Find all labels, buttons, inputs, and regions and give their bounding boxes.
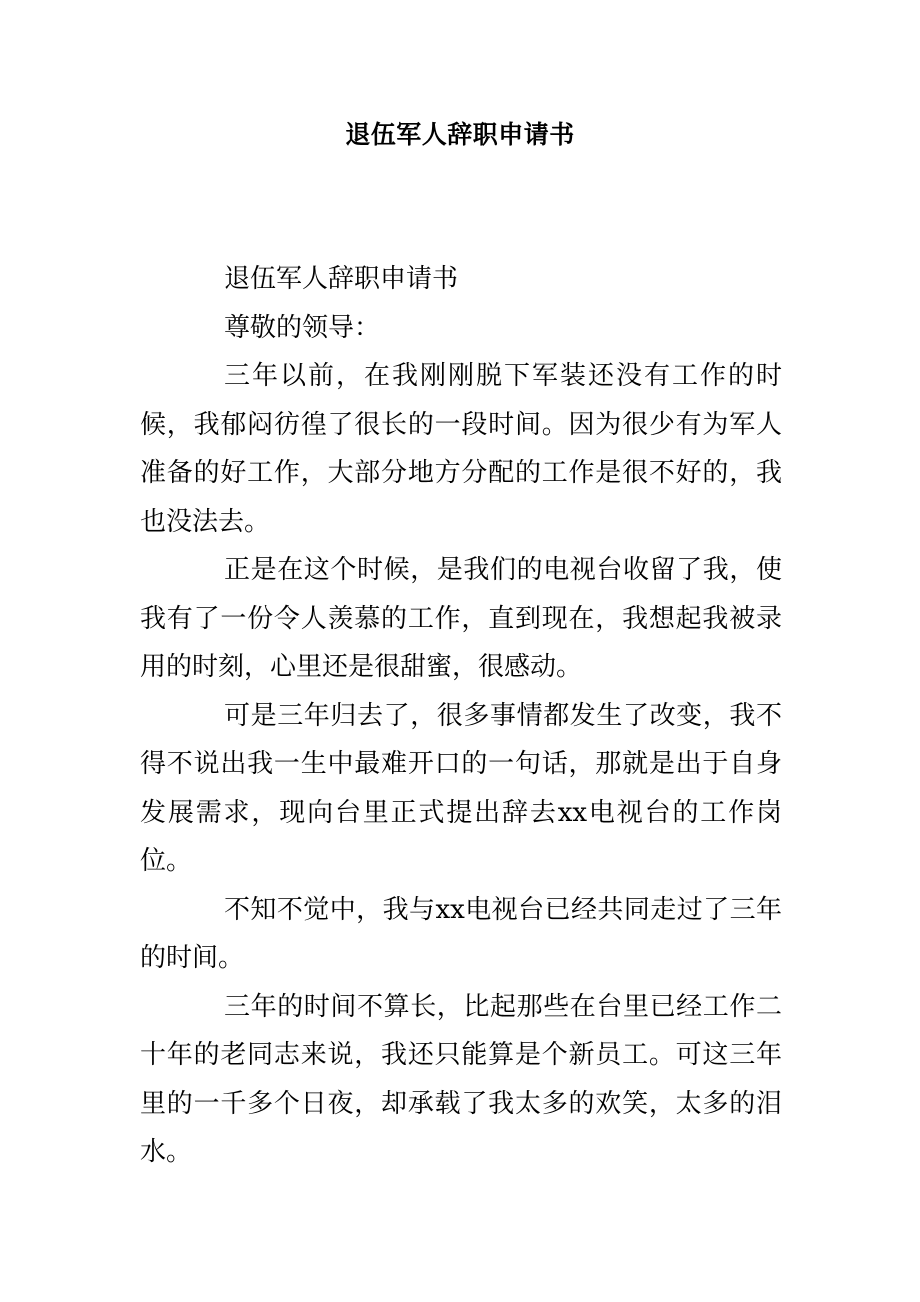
paragraph-heading: 退伍军人辞职申请书 (224, 264, 459, 294)
document-body (140, 255, 782, 1177)
paragraph: 可是三年归去了，很多事情都发生了改变，我不得不说出我一生中最难开口的一句话，那就是出于自身发展需求，现向台里正式提出辞去xx电视台的工作岗位。 (140, 700, 782, 876)
paragraph-salutation: 尊敬的领导： (224, 312, 381, 343)
paragraph: 三年以前，在我刚刚脱下军装还没有工作的时候，我郁闷彷徨了很长的一段时间。因为很少有为军人准备的好工作，大部分地方分配的工作是很不好的，我也没法去。 (140, 361, 782, 537)
paragraph: 正是在这个时候，是我们的电视台收留了我，使我有了一份令人羡慕的工作，直到现在，我想起我被录用的时刻，心里还是很甜蜜，很感动。 (140, 555, 782, 682)
document-title: 退伍军人辞职申请书 (345, 120, 575, 149)
paragraph: 三年的时间不算长，比起那些在台里已经工作二十年的老同志来说，我还只能算是个新员工。可这三年里的一千多个日夜，却承载了我太多的欢笑，太多的泪水。 (140, 991, 782, 1167)
paragraph: 不知不觉中，我与xx电视台已经共同走过了三年的时间。 (140, 894, 782, 973)
